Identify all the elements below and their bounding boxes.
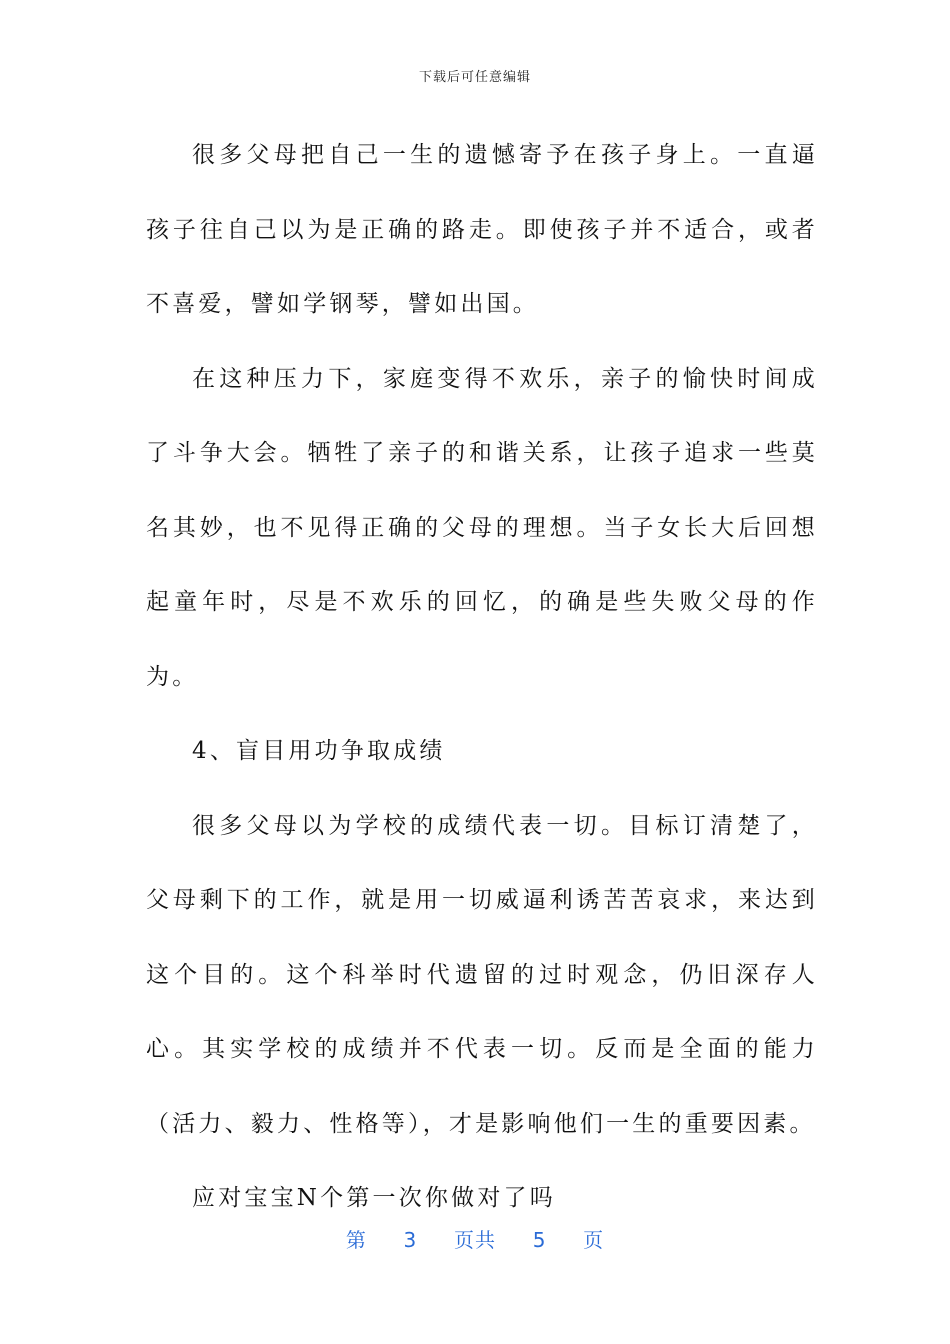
header-note: 下载后可任意编辑 — [418, 70, 531, 85]
footer-prefix: 第 — [345, 1228, 367, 1252]
paragraph-regrets: 很多父母把自己一生的遗憾寄予在孩子身上。一直逼孩子往自己以为是正确的路走。即使孩子并不适合，或者不喜爱，譬如学钢琴，譬如出国。 — [146, 142, 818, 317]
next-section-heading: 应对宝宝N个第一次你做对了吗 — [192, 1185, 556, 1211]
page-footer — [0, 1224, 950, 1253]
paragraph-grades: 很多父母以为学校的成绩代表一切。目标订清楚了，父母剩下的工作，就是用一切威逼利诱苦苦哀求，来达到这个目的。这个科举时代遗留的过时观念，仍旧深存人心。其实学校的成绩并不代表一切。反而是全面的能力（活力、毅力、性格等），才是影响他们一生的重要因素。 — [146, 812, 818, 1137]
footer-middle: 页共 — [454, 1228, 496, 1252]
section-heading: 4、盲目用功争取成绩 — [192, 738, 446, 764]
footer-total-pages: 5 — [532, 1228, 547, 1252]
footer-current-page: 3 — [403, 1228, 418, 1252]
document-body — [146, 118, 818, 1236]
paragraph-pressure: 在这种压力下，家庭变得不欢乐，亲子的愉快时间成了斗争大会。牺牲了亲子的和谐关系，让孩子追求一些莫名其妙，也不见得正确的父母的理想。当子女长大后回想起童年时，尽是不欢乐的回忆，的确是些失败父母的作为。 — [146, 365, 818, 690]
footer-suffix: 页 — [583, 1228, 605, 1252]
